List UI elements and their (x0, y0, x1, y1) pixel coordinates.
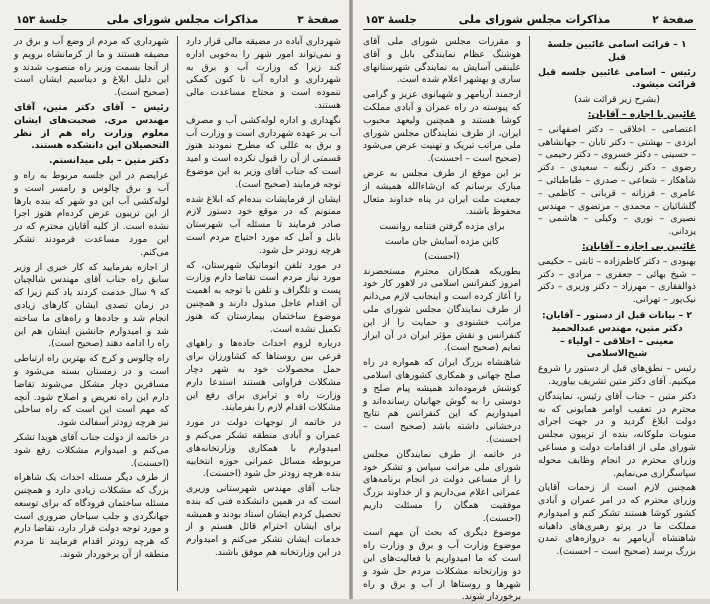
paragraph: در خاتمه از توجهات دولت در مورد عمران و آبادی منطقه تشکر می‌کنم و امیدوارم با همکاری وزارتخانه‌های مربوطه مسائل عمرانی حوزه انتخابیه بنده هرچه زودتر حل شود (احسنت). (186, 417, 341, 480)
paragraph: موضوع دیگری که بحث آن مهم است موضوع وزارت آب و برق و وزارت راه است که ما امیدواریم با فعالیت‌های این دو وزارتخانه مشکلات مردم حل شود و شهرها و روستاها از آب و برق و راه برخوردار شوند. (363, 527, 521, 603)
paragraph: رئیس – نطق‌های قبل از دستور را شروع میکنیم. آقای دکتر متین تشریف بیاورید. (538, 363, 696, 387)
session-number: جلسهٔ ۱۵۳ (365, 14, 417, 26)
paragraph: ایشان از فرمایشات بنده‌ام که ابلاغ شده ممنونم که در موقع خود دستور لازم صادر فرمایند تا مسئله آب شهرستان بابل و آمل که مورد احتیاج مردم است هرچه زودتر حل شود. (186, 193, 341, 256)
text-column-right (538, 36, 696, 591)
paragraph: در خاتمه از دولت جناب آقای هویدا تشکر می‌کنم و امیدوارم مشکلات رفع شود (احسنت). (14, 431, 169, 469)
page-body (363, 36, 696, 603)
paragraph: از اجازه بفرمایید که کار خیری از وزیر سابق راه جناب آقای مهندس شالچیان که ۹ سال خدمت کردند یاد کنم زیرا که در زمان تصدی ایشان کارهای زیادی انجام شد و جاده‌ها و راه‌های ما ساخته شد و امیدوارم جانشین ایشان هم این راه را ادامه دهند (صحیح است). (14, 261, 169, 350)
page-number: صفحهٔ ۲ (652, 14, 694, 26)
names-list: اعتصامی – اخلاقی – دکتر اصفهانی – ایزدی – بهشتی – دکتر تابان – جهانشاهی – حسینی – دکتر خسروی – دکتر رحیمی – رضوی – دکتر زنگنه – سعیدی – دکتر شاهکار – شعاعی – صدری – طباطبائی – عامری – فرزانه – قربانی – کاظمی – گلشائیان – محمدی – مرتضوی – مهندس نصیری – نوری – وکیلی – هاشمی – یزدانی. (538, 123, 696, 238)
paragraph: در خاتمه از طرف نمایندگان مجلس شورای ملی مراتب سپاس و تشکر خود را از مساعی دولت در انجام برنامه‌های عمرانی اعلام می‌داریم و از خداوند بزرگ موفقیت همگان را مسئلت داریم (احسنت). (363, 448, 521, 524)
paragraph: ارجمند آریامهر و شهبانوی عزیز و گرامی که پیوسته در راه عمران و آبادی مملکت کوشا هستند و همچنین ولیعهد محبوب ایران، از طرف نمایندگان مجلس شورای ملی مراتب تبریک و تهنیت عرض می‌شود (صحیح است – احسنت). (363, 89, 521, 165)
paragraph: در مورد تلفن اتوماتیک شهرستان، که مورد نیاز مردم است تقاضا دارم وزارت پست و تلگراف و تلفن با توجه به اهمیت آن اقدام عاجل مبذول دارند و همچنین موضوع ساختمان بیمارستان که هنوز تکمیل نشده است. (186, 259, 341, 335)
text-column-right (186, 36, 341, 591)
text-column-left (14, 36, 169, 591)
paragraph: جناب آقای مهندس شهرستانی وزیری است که در همین دانشکده فنی که بنده تحصیل کردم ایشان استاد بودند و همیشه برای ایشان احترام قائل هستم و از خدمات ایشان تشکر می‌کنم و امیدوارم در این وزارتخانه هم موفق باشند. (186, 483, 341, 559)
list-heading: غائبین بی اجازه – آقایان: (581, 240, 696, 252)
paragraph: عرایضم در این جلسه مربوط به راه و آب و برق چالوس و رامسر است و لوله‌کشی آب این دو شهر که بنده بارها از این تریبون عرض کرده‌ام هنوز اجرا نشده است. از کلیه آقایان محترم که در این مورد مساعدت فرمودند تشکر می‌کنم. (14, 169, 169, 258)
note: (احسنت) (424, 250, 460, 262)
text-column-left (363, 36, 521, 603)
paragraph: همچنین لازم است از زحمات آقایان وزرای محترم که در امر عمران و آبادی کشور کوشا هستند تشکر کنم و امیدوارم مملکت ما در پرتو رهبری‌های داهیانه شاهنشاه آریامهر به دروازه‌های تمدن بزرگ برسد (صحیح است – احسنت). (538, 482, 696, 558)
paragraph: بر این موقع از طرف مجلس به عرض مبارک برسانم که ان‌شاءالله همیشه از جمعیت ملت ایران در پناه خداوند متعال محفوظ باشند. (363, 167, 521, 218)
paragraph: از طرف دیگر مسئله احداث یک شاهراه بزرگ که مشکلات زیادی دارد و همچنین مسئله ساختمان فرودگاه که برای توسعه جهانگردی و جلب سیاحان ضروری است و مورد توجه دولت قرار دارد، تقاضا دارم که هرچه زودتر اقدام فرمایند تا مردم منطقه از آن برخوردار شوند. (14, 472, 169, 561)
section-heading: ۱ – قرائت اسامی غائبین جلسهٔ قبل (547, 39, 687, 63)
speaker-paragraph: رئیس – آقای دکتر متین، آقای مهندس مری. صحبت‌های ایشان معلوم وزارت راه هم از نظر التحصیلان این دانشکده هستند. (14, 101, 169, 152)
verse-line: برای مژده گرفتن فتنامه روانست (379, 221, 505, 233)
speaker-paragraph: دکتر متین – بلی میدانستم. (48, 155, 169, 167)
column-divider (529, 36, 530, 591)
publication-title: مذاکرات مجلس شورای ملی (106, 13, 259, 26)
column-divider (177, 36, 178, 591)
paragraph: شاهنشاه بزرگ ایران که همواره در راه صلح جهانی و همکاری کشورهای اسلامی کوشش فرموده‌اند همیشه پیام صلح و دوستی را به گوش جهانیان رسانده‌اند و امیدواریم که این کنفرانس هم نتایج درخشانی داشته باشد (صحیح است – احسنت). (363, 357, 521, 445)
paragraph: دکتر متین – جناب آقای رئیس، نمایندگان محترم در تعقیب اوامر همایونی که به دولت ابلاغ گردید و در جهت اجرای منویات ملوکانه، بنده از تریبون مجلس شورای ملی از اقدامات دولت و مساعی وزرای محترم در انجام وظایف محوله سپاسگزاری می‌نمایم. (538, 390, 696, 479)
page-two (353, 0, 710, 603)
note: (بشرح زیر قرائت شد) (574, 94, 660, 106)
names-list: بهبودی – دکتر کاظم‌زاده – ثابتی – حکیمی – شیخ بهائی – جعفری – مرادی – دکتر ذوالفقاری – مهرزاد – دکتر وزیری – دکتر نیک‌پور – تهرانی. (538, 255, 696, 306)
session-number: جلسهٔ ۱۵۳ (16, 14, 68, 26)
paragraph: درباره لزوم احداث جاده‌ها و راههای فرعی بین روستاها که کشاورزان برای حمل محصولات خود به شهر دچار مشکلات فراوانی هستند استدعا دارم وزارت راه و ترابری برای رفع این مشکلات اقدام لازم را بفرمایند. (186, 338, 341, 414)
publication-title: مذاکرات مجلس شورای ملی (458, 13, 611, 26)
paragraph: شهرداری آباده در مضیقه مالی قرار دارد و نمی‌تواند امور شهر را به‌خوبی اداره کند زیرا که وزارت آب و برق به شهرداری و اداره آب تا کنون کمکی ننموده است و محتاج مساعدت مالی هستند. (186, 36, 341, 111)
list-heading: غائبین با اجازه – آقایان: (587, 108, 696, 120)
verse-line: کاین مژده آسایش جان ماست (384, 235, 500, 247)
page-body (14, 36, 341, 591)
paragraph: بطوریکه همکاران محترم مستحضرند امروز کنفرانس اسلامی در لاهور کار خود را آغاز کرده است و اینجانب لازم می‌دانم از طرف نمایندگان مجلس شورای ملی مراتب خشنودی و حمایت را از این کنفرانس و نقش مؤثر ایران در آن ابراز نمایم (صحیح است). (363, 265, 521, 354)
page-three (0, 0, 349, 599)
page-number: صفحهٔ ۳ (297, 14, 339, 26)
page-header (363, 10, 696, 30)
page-header (14, 10, 341, 30)
paragraph: نگهداری و اداره لوله‌کشی آب و مصرف آب بر عهده شهرداری است و وزارت آب و برق به عللی که مطرح نمودند هنوز قسمتی از آن را قبول نکرده است و امید است که جناب آقای وزیر به این موضوع توجه فرمایند (صحیح است). (186, 114, 341, 190)
paragraph: و مقررات مجلس شورای ملی آقای هوشنگ عظام نمایندگی بابل و آقای علینقی آسایش به نمایندگی شهرستانهای ساری و بهشهر اعلام شده است. (363, 36, 521, 86)
speaker-paragraph: رئیس – اسامی غائبین جلسه قبل قرائت میشود. (538, 66, 696, 91)
paragraph: راه چالوس و کرج که بهترین راه ارتباطی است و در زمستان بسته می‌شود و مسافرین دچار مشکل می‌شوند تقاضا دارم این راه تعریض و اصلاح شود. آنچه که مهم است این است که راه ساحلی نیز هرچه زودتر آسفالت شود. (14, 353, 169, 429)
section-heading: ۲ – بیانات قبل از دستور – آقایان: دکتر متین، مهندس عبدالحمید معینی – اخلاقی – اولیاء – شیخ‌الاسلامی (542, 309, 692, 360)
paragraph: شهرداری که مردم از وضع آب و برق در مضیقه هستند و ما از کرمانشاه برویم و از آنجا بسمت وزیر راه منصوب شدند و این دلیل ابلاغ و دیناسیم ایشان است (صحیح است). (14, 36, 169, 99)
